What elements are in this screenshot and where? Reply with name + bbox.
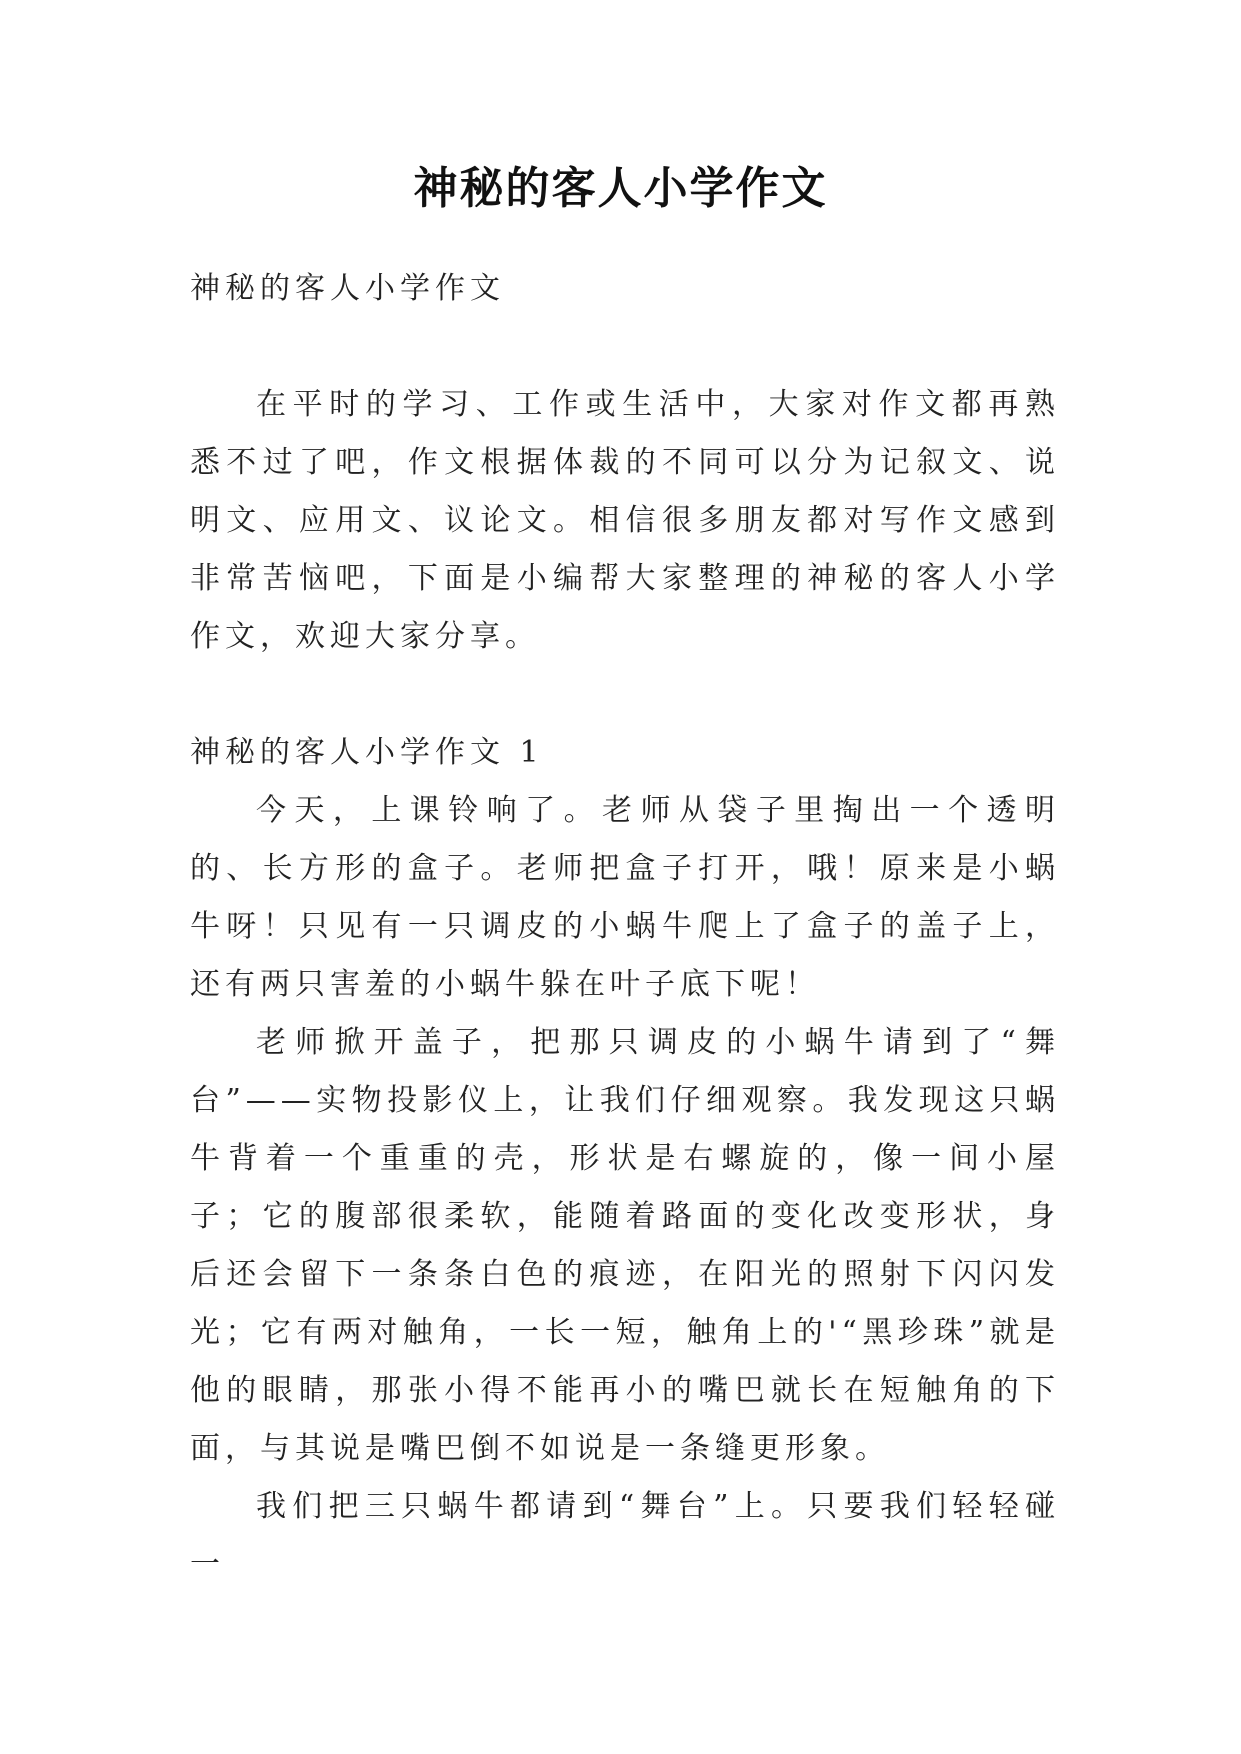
body-paragraph: 我们把三只蜗牛都请到“舞台”上。只要我们轻轻碰一: [190, 1489, 1060, 1582]
body-paragraph: 老师掀开盖子，把那只调皮的小蜗牛请到了“舞台”——实物投影仪上，让我们仔细观察。我发现这只蜗牛背着一个重重的壳，形状是右螺旋的，像一间小屋子；它的腹部很柔软，能随着路面的变化改变形状，身后还会留下一条条白色的痕迹，在阳光的照射下闪闪发光；它有两对触角，一长一短，触角上的'“黑珍珠”就是他的眼睛，那张小得不能再小的嘴巴就长在短触角的下面，与其说是嘴巴倒不如说是一条缝更形象。: [190, 1025, 1060, 1466]
document-title: 神秘的客人小学作文: [413, 163, 828, 214]
intro-paragraph: 在平时的学习、工作或生活中，大家对作文都再熟悉不过了吧，作文根据体裁的不同可以分为记叙文、说明文、应用文、议论文。相信很多朋友都对写作文感到非常苦恼吧，下面是小编帮大家整理的神秘的客人小学作文，欢迎大家分享。: [190, 387, 1060, 654]
section-heading: 神秘的客人小学作文 1: [190, 735, 544, 770]
subtitle: 神秘的客人小学作文: [190, 271, 505, 306]
document-body: [190, 260, 1060, 1594]
body-paragraph: 今天，上课铃响了。老师从袋子里掏出一个透明的、长方形的盒子。老师把盒子打开，哦！原来是小蜗牛呀！只见有一只调皮的小蜗牛爬上了盒子的盖子上，还有两只害羞的小蜗牛躲在叶子底下呢！: [190, 793, 1060, 1002]
